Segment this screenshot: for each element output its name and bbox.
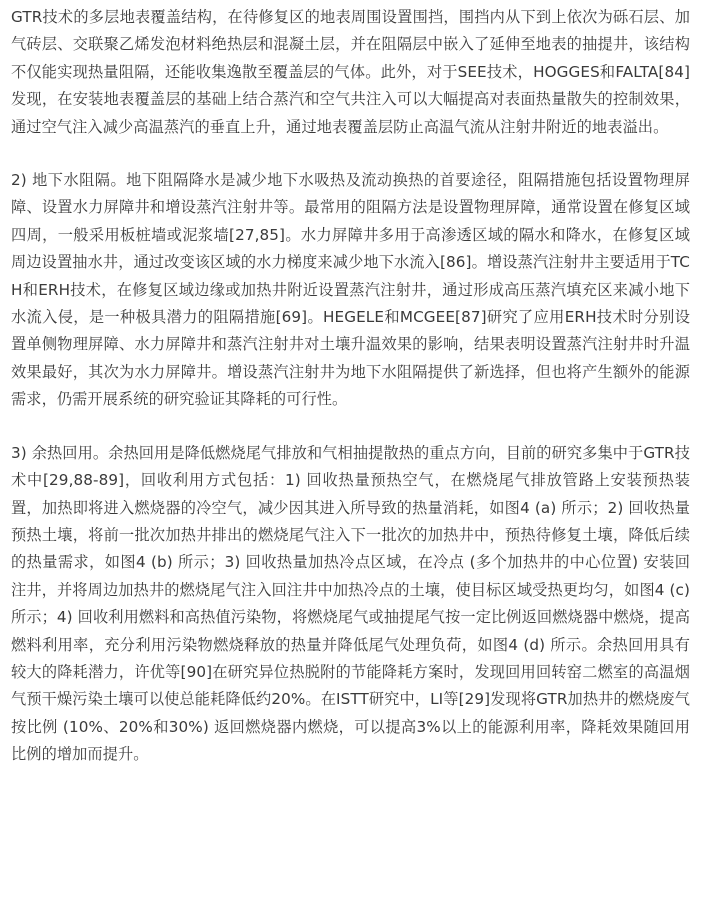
paragraph-surface-cover: GTR技术的多层地表覆盖结构，在待修复区的地表周围设置围挡，围挡内从下到上依次为砾石层、加气砖层、交联聚乙烯发泡材料绝热层和混凝土层，并在阻隔层中嵌入了延伸至地表的抽提井，该结构不仅能实现热量阻隔，还能收集逸散至覆盖层的气体。此外，对于SEE技术，HOGGES和FALTA[84]发现，在安装地表覆盖层的基础上结合蒸汽和空气共注入可以大幅提高对表面热量散失的控制效果，通过空气注入减少高温蒸汽的垂直上升，通过地表覆盖层防止高温气流从注射井附近的地表溢出。 (11, 8, 690, 136)
paragraph-groundwater-barrier: 2) 地下水阻隔。地下阻隔降水是减少地下水吸热及流动换热的首要途径，阻隔措施包括设置物理屏障、设置水力屏障井和增设蒸汽注射井等。最常用的阻隔方法是设置物理屏障，通常设置在修复区域四周，一般采用板桩墙或泥浆墙[27,85]。水力屏障井多用于高渗透区域的隔水和降水，在修复区域周边设置抽水井，通过改变该区域的水力梯度来减少地下水流入[86]。增设蒸汽注射井主要适用于TCH和ERH技术，在修复区域边缘或加热井附近设置蒸汽注射井，通过形成高压蒸汽填充区来减小地下水流入侵，是一种极具潜力的阻隔措施[69]。HEGELE和MCGEE[87]研究了应用ERH技术时分别设置单侧物理屏障、水力屏障井和蒸汽注射井对土壤升温效果的影响，结果表明设置蒸汽注射井时升温效果最好，其次为水力屏障井。增设蒸汽注射井为地下水阻隔提供了新选择，但也将产生额外的能源需求，仍需开展系统的研究验证其降耗的可行性。 (11, 171, 690, 409)
paragraph-waste-heat-reuse: 3) 余热回用。余热回用是降低燃烧尾气排放和气相抽提散热的重点方向，目前的研究多集中于GTR技术中[29,88-89]，回收利用方式包括：1) 回收热量预热空气，在燃烧尾气排放管路上安装预热装置，加热即将进入燃烧器的冷空气，减少因其进入所导致的热量消耗，如图4 (a) 所示；2) 回收热量预热土壤，将前一批次加热井排出的燃烧尾气注入下一批次的加热井中，预热待修复土壤，降低后续的热量需求，如图4 (b) 所示；3) 回收热量加热冷点区域，在冷点 (多个加热井的中心位置) 安装回注井，并将周边加热井的燃烧尾气注入回注井中加热冷点的土壤，使目标区域受热更均匀，如图4 (c) 所示；4) 回收利用燃料和高热值污染物，将燃烧尾气或抽提尾气按一定比例返回燃烧器中燃烧，提高燃料利用率，充分利用污染物燃烧释放的热量并降低尾气处理负荷，如图4 (d) 所示。余热回用具有较大的降耗潜力，许优等[90]在研究异位热脱附的节能降耗方案时，发现回用回转窑二燃室的高温烟气预干燥污染土壤可以使总能耗降低约20%。在ISTT研究中，LI等[29]发现将GTR加热井的燃烧废气按比例 (10%、20%和30%) 返回燃烧器内燃烧，可以提高3%以上的能源利用率，降耗效果随回用比例的增加而提升。 (11, 443, 690, 764)
